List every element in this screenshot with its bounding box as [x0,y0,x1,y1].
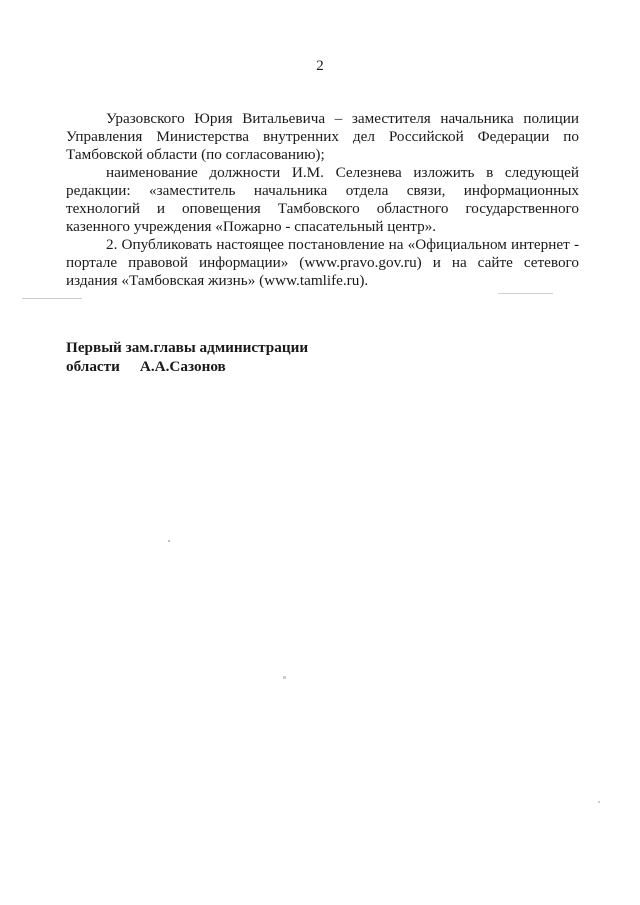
page-number: 2 [316,58,324,74]
signatory-position: Первый зам.главы администрации [66,339,309,356]
scan-mark [283,676,286,679]
scan-mark [168,540,170,542]
scan-mark [22,298,82,299]
paragraph-position-rename: наименование должности И.М. Селезнева изложить в следующей редакции: «заместитель начальника отдела связи, информационных технологий и оповещения Тамбовского областного государственного казенного учреждения «Пожарно - спасательный центр». [66,164,579,235]
document-body [66,110,579,290]
paragraph-appointee: Уразовского Юрия Витальевича – заместителя начальника полиции Управления Министерства внутренних дел Российской Федерации по Тамбовской области (по согласованию); [66,110,579,163]
paragraph-publication: 2. Опубликовать настоящее постановление на «Официальном интернет - портале правовой информации» (www.pravo.gov.ru) и на сайте сетевого издания «Тамбовская жизнь» (www.tamlife.ru). [66,236,579,289]
signatory-name: А.А.Сазонов [139,358,226,375]
signature-block [66,338,308,376]
scan-mark [598,801,600,803]
signatory-line [66,357,308,376]
scan-mark [498,293,553,294]
signatory-region: области [66,358,120,375]
